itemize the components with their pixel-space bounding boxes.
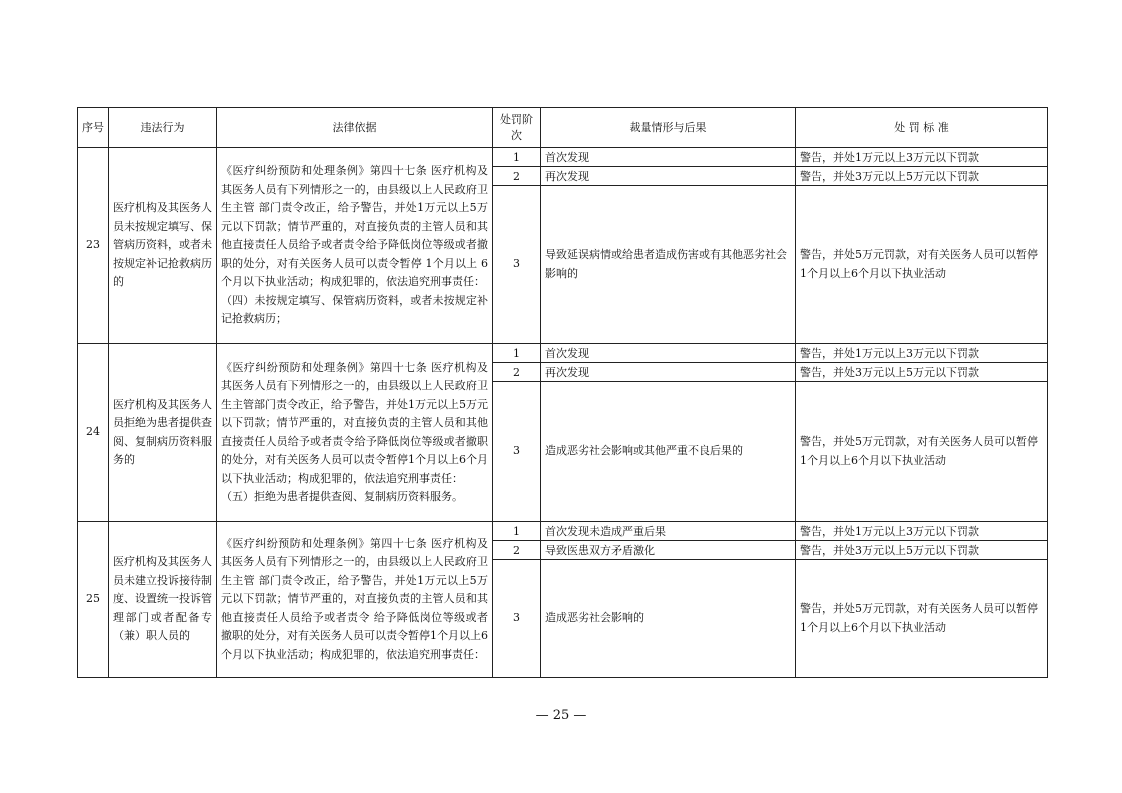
situation: 再次发现 [541,363,796,382]
legal-basis-item: （四）未按规定填写、保管病历资料，或者未按规定补记抢救病历； [221,293,488,326]
legal-basis [217,344,493,522]
situation: 造成恶劣社会影响的 [541,560,796,678]
penalty-level: 3 [493,382,541,522]
legal-basis-text: 《医疗纠纷预防和处理条例》第四十七条 医疗机构及其医务人员有下列情形之一的，由县级以上人民政府卫生主管部门责令改正，给予警告，并处1万元以上5万元以下罚款；情节严重的，对直接负责的主管人员和其他直接责任人员给予或者责令给予降低岗位等级或者撤职的处分，对有关医务人员可以责令暂停1个月以上6个月以下执业活动；构成犯罪的，依法追究刑事责任： [221,360,488,485]
legal-basis [217,148,493,344]
penalty-level: 2 [493,541,541,560]
header-basis: 法律依据 [217,108,493,148]
situation: 导致延误病情或给患者造成伤害或有其他恶劣社会影响的 [541,186,796,344]
legal-basis-item: （五）拒绝为患者提供查阅、复制病历资料服务。 [221,490,463,503]
situation: 再次发现 [541,167,796,186]
penalty-standard: 警告，并处1万元以上3万元以下罚款 [796,344,1048,363]
header-standard: 处 罚 标 准 [796,108,1048,148]
penalty-level: 2 [493,167,541,186]
penalty-level: 2 [493,363,541,382]
header-act: 违法行为 [109,108,217,148]
violation-act: 医疗机构及其医务人员拒绝为患者提供查阅、复制病历资料服务的 [109,344,217,522]
row-number: 25 [78,522,109,678]
legal-basis-text: 《医疗纠纷预防和处理条例》第四十七条 医疗机构及其医务人员有下列情形之一的，由县级以上人民政府卫生主管 部门责令改正，给予警告，并处1万元以上5万元以下罚款；情节严重的，对直接负责的主管人员和其他直接责任人员给予或者责令 给予降低岗位等级或者撤职的处分，对有关医务人员可以责令暂停1个月以上6个月以下执业活动；构成犯罪的，依法追究刑事责任： [221,536,488,661]
situation: 造成恶劣社会影响或其他严重不良后果的 [541,382,796,522]
penalty-standard: 警告，并处1万元以上3万元以下罚款 [796,522,1048,541]
page-number: — 25 — [535,708,587,723]
penalty-level: 1 [493,148,541,167]
penalty-standard: 警告，并处3万元以上5万元以下罚款 [796,541,1048,560]
table-row [78,522,1048,541]
table-row [78,344,1048,363]
penalty-standard: 警告，并处3万元以上5万元以下罚款 [796,363,1048,382]
table-header-row [78,108,1048,148]
penalty-standard: 警告，并处5万元罚款，对有关医务人员可以暂停1个月以上6个月以下执业活动 [796,382,1048,522]
penalty-level: 3 [493,560,541,678]
row-number: 24 [78,344,109,522]
violation-act: 医疗机构及其医务人员未按规定填写、保管病历资料，或者未按规定补记抢救病历的 [109,148,217,344]
situation: 首次发现 [541,344,796,363]
penalty-level: 1 [493,344,541,363]
header-level: 处罚阶次 [493,108,541,148]
situation: 导致医患双方矛盾激化 [541,541,796,560]
penalty-level: 1 [493,522,541,541]
legal-basis-text: 《医疗纠纷预防和处理条例》第四十七条 医疗机构及其医务人员有下列情形之一的，由县级以上人民政府卫生主管 部门责令改正，给予警告，并处1万元以上5万元以下罚款；情节严重的，对直接负责的主管人员和其他直接责任人员给予或者责令给予降低岗位等级或者撤职的处分，对有关医务人员可以责令暂停 1个月以上 6个月以下执业活动；构成犯罪的，依法追究刑事责任： [221,164,488,289]
penalty-standard: 警告，并处5万元罚款，对有关医务人员可以暂停1个月以上6个月以下执业活动 [796,560,1048,678]
penalty-standard: 警告，并处5万元罚款，对有关医务人员可以暂停1个月以上6个月以下执业活动 [796,186,1048,344]
violation-act: 医疗机构及其医务人员未建立投诉接待制度、设置统一投诉管理部门或者配备专（兼）职人员的 [109,522,217,678]
row-number: 23 [78,148,109,344]
legal-basis [217,522,493,678]
penalty-standard: 警告，并处1万元以上3万元以下罚款 [796,148,1048,167]
situation: 首次发现未造成严重后果 [541,522,796,541]
penalty-level: 3 [493,186,541,344]
penalty-standard: 警告，并处3万元以上5万元以下罚款 [796,167,1048,186]
table-row [78,148,1048,167]
situation: 首次发现 [541,148,796,167]
penalty-table [77,107,1048,678]
header-seq: 序号 [78,108,109,148]
header-situation: 裁量情形与后果 [541,108,796,148]
